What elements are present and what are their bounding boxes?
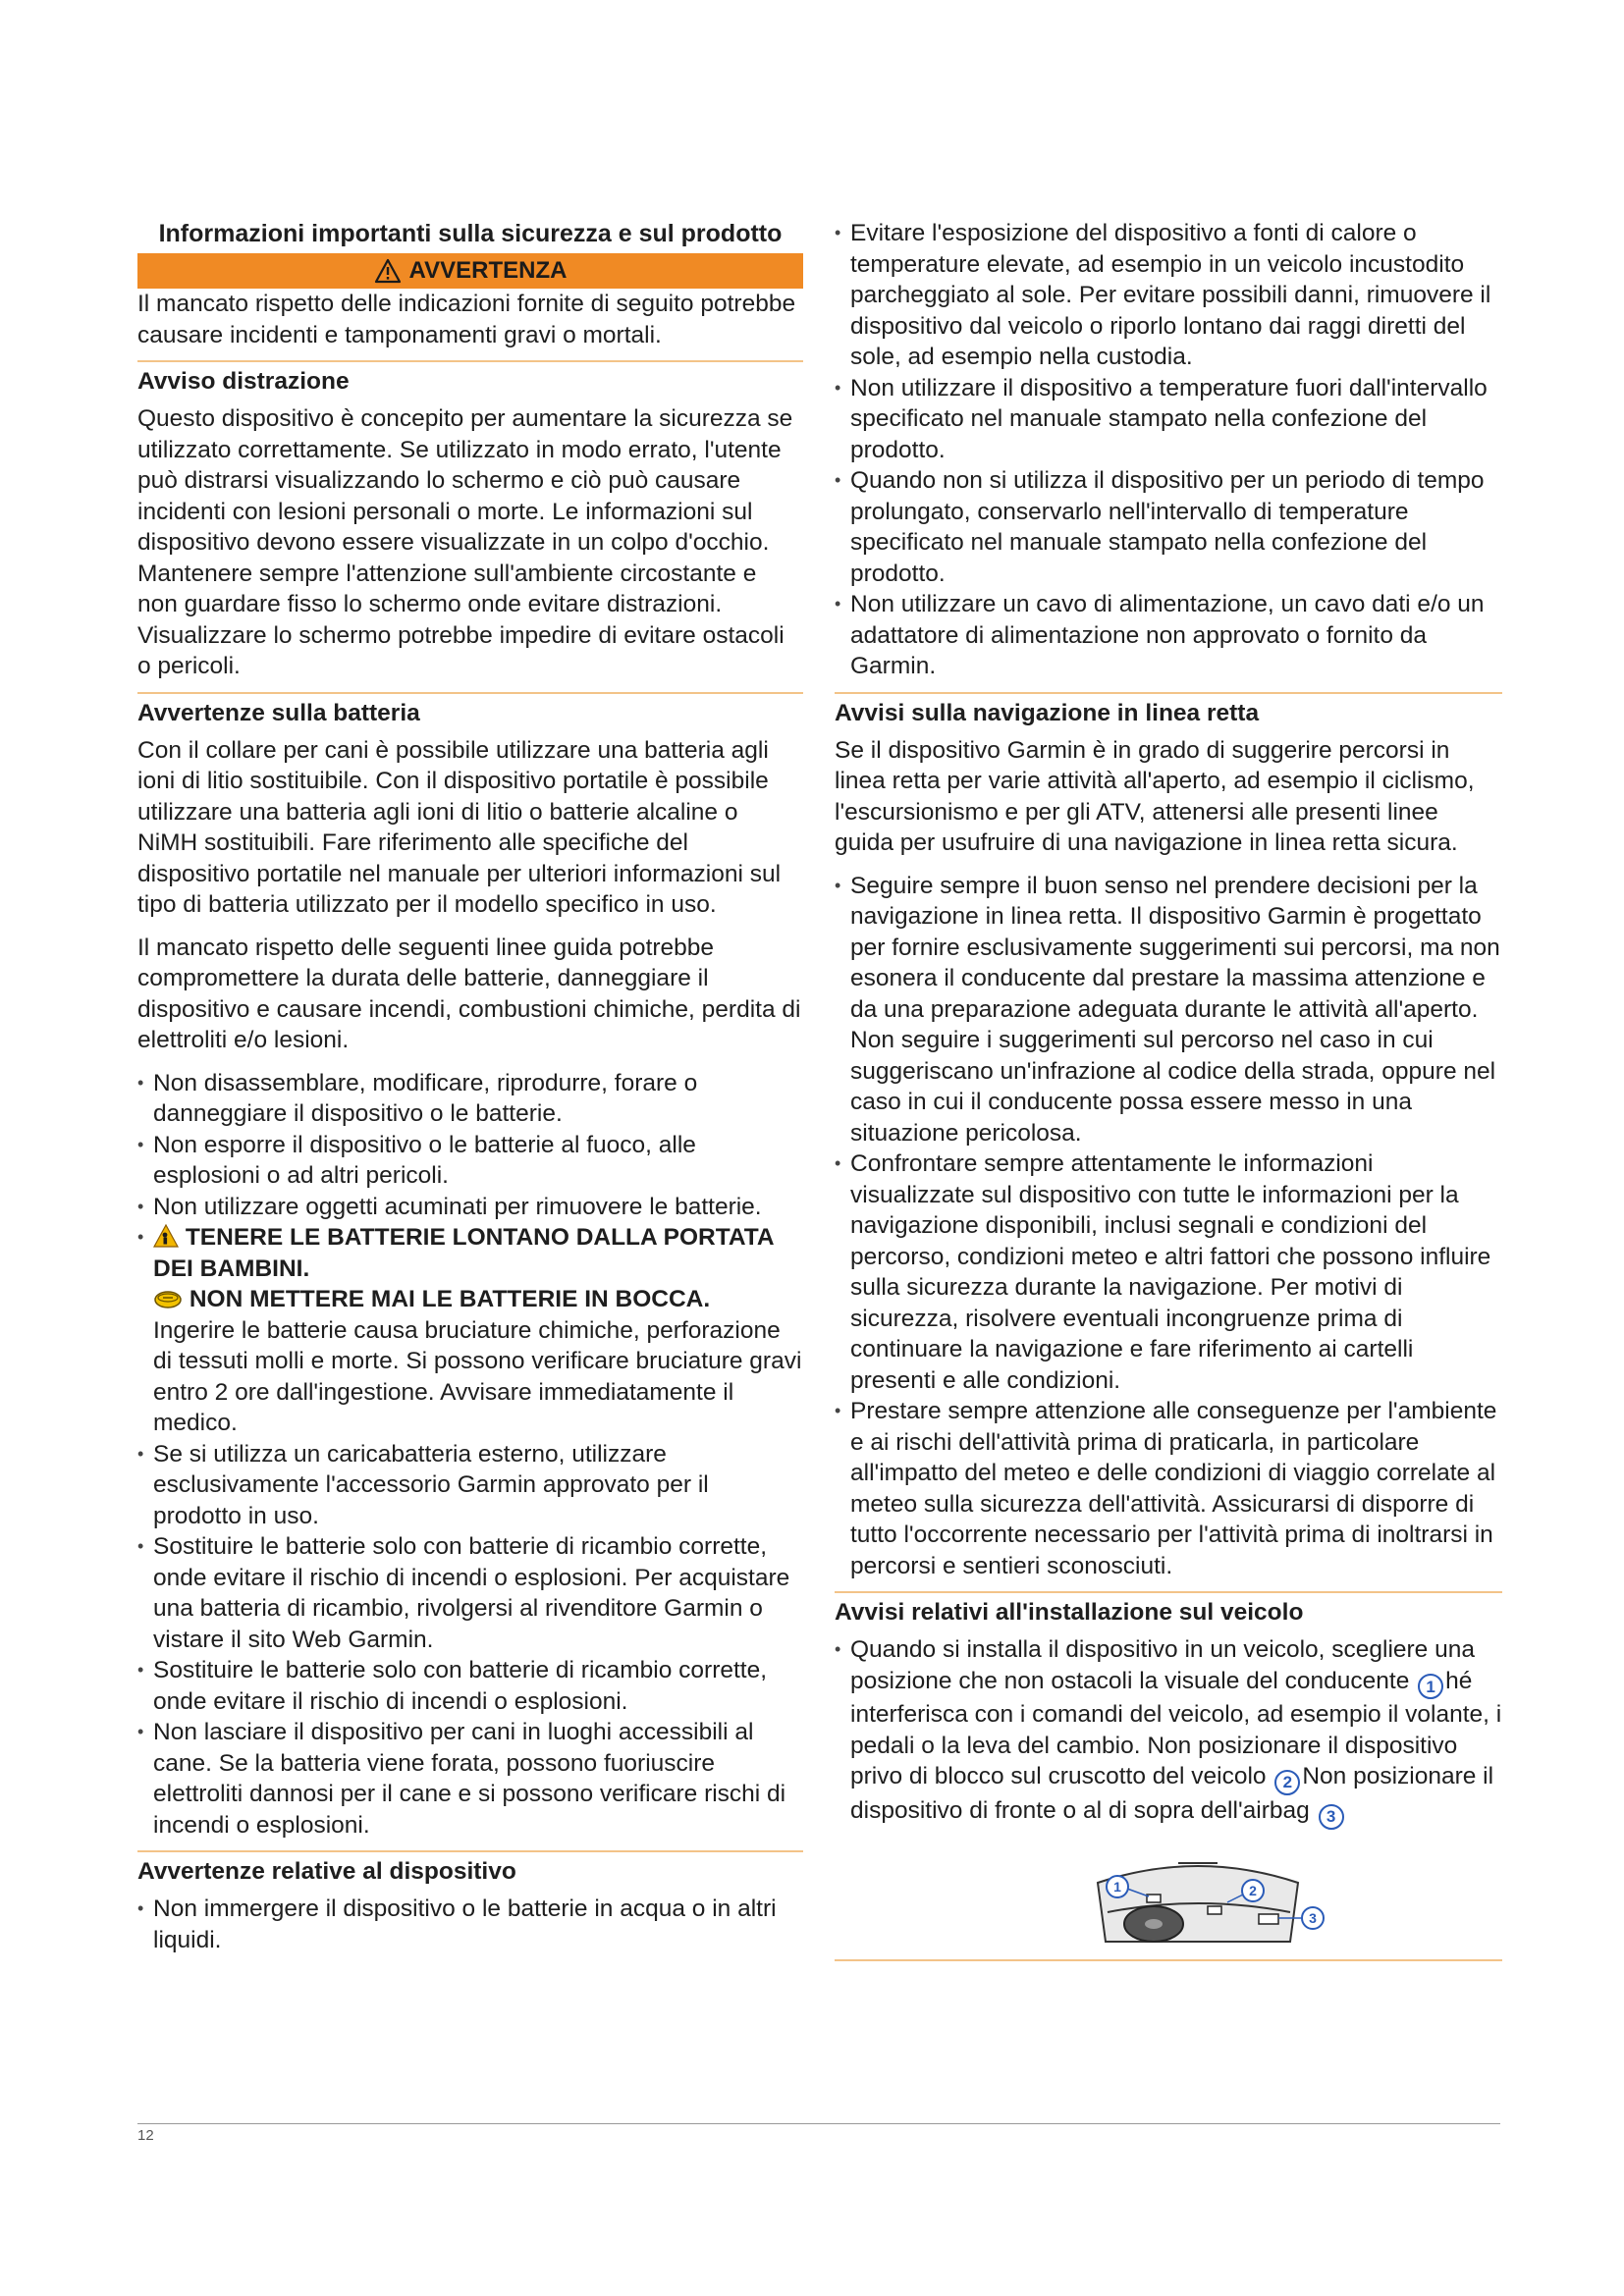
list-item xyxy=(835,1634,1502,1830)
ingestion-text: Ingerire le batterie causa bruciature chimiche, perforazione di tessuti molli e morte. Si possono verificare bruciature gravi entro 2 ore dall'ingestione. Avvisare immediatamente il medico. xyxy=(153,1316,802,1436)
section-divider xyxy=(835,1959,1502,1961)
distraction-text: Questo dispositivo è concepito per aumentare la sicurezza se utilizzato correttamente. Se utilizzato in modo errato, l'utente può distrarsi visualizzando lo schermo e ciò può causare incidenti con lesioni personali o morte. Le informazioni sul dispositivo devono essere visualizzate in un colpo d'occhio. Mantenere sempre l'attenzione sull'ambiente circostante e non guardare fisso lo schermo onde evitare distrazioni. Visualizzare lo schermo potrebbe impedire di evitare ostacoli o pericoli. xyxy=(137,405,793,679)
install-text-3: Non posizionare il dispositivo di fronte o al di sopra dell'airbag xyxy=(850,1763,1494,1824)
battery-coin-icon xyxy=(153,1289,183,1310)
list-item: • Quando non si utilizza il dispositivo per un periodo di tempo prolungato, conservarlo nell'intervallo di temperature specificato nel manuale stampato nella confezione del prodotto. xyxy=(835,465,1502,589)
list-item: • Sostituire le batterie solo con batterie di ricambio corrette, onde evitare il rischio di incendi o esplosioni. xyxy=(137,1655,803,1717)
dashboard-diagram xyxy=(1051,1843,1345,1951)
list-item: • Non lasciare il dispositivo per cani in luoghi accessibili al cane. Se la batteria viene forata, possono fuoriuscire elettroliti dannosi per il cane e si possono verificare rischi di incendi o esplosioni. xyxy=(137,1717,803,1841)
list-item: • Se si utilizza un caricabatteria esterno, utilizzare esclusivamente l'accessorio Garmin approvato per il prodotto in uso. xyxy=(137,1439,803,1532)
figure-label: 1 xyxy=(1113,1878,1121,1895)
callout-marker: 2 xyxy=(1274,1770,1300,1795)
list-item: • Non immergere il dispositivo o le batterie in acqua o in altri liquidi. xyxy=(137,1894,803,1955)
battery-text-2: Il mancato rispetto delle seguenti linee guida potrebbe compromettere la durata delle batterie, danneggiare il dispositivo e causare incendi, combustioni chimiche, perdita di elettroliti e/o lesioni. xyxy=(137,934,801,1053)
warning-label: AVVERTENZA xyxy=(408,257,568,284)
device-heading: Avvertenze relative al dispositivo xyxy=(137,1858,516,1885)
section-divider xyxy=(137,360,803,362)
battery-heading: Avvertenze sulla batteria xyxy=(137,699,420,726)
list-item: • Non disassemblare, modificare, riprodurre, forare o danneggiare il dispositivo o le batterie. xyxy=(137,1068,803,1130)
mouth-warning-text: NON METTERE MAI LE BATTERIE IN BOCCA. xyxy=(189,1286,711,1312)
list-item: • Non utilizzare il dispositivo a temperature fuori dall'intervallo specificato nel manuale stampato nella confezione del prodotto. xyxy=(835,373,1502,466)
page-title: Informazioni importanti sulla sicurezza e sul prodotto xyxy=(158,220,783,247)
nav-text: Se il dispositivo Garmin è in grado di suggerire percorsi in linea retta per varie attività all'aperto, ad esempio il ciclismo, l'escursionismo e per gli ATV, attenersi alle presenti linee guida per usufruire di una navigazione in linea retta sicura. xyxy=(835,736,1475,856)
list-item: • Non esporre il dispositivo o le batterie al fuoco, alle esplosioni o ad altri pericoli. xyxy=(137,1130,803,1192)
install-text-2: hé interferisca con i comandi del veicolo, ad esempio il volante, i pedali o la leva del cambio. Non posizionare il dispositivo privo di blocco sul cruscotto del veicolo xyxy=(850,1667,1502,1790)
battery-list xyxy=(137,1068,803,1842)
section-divider xyxy=(835,692,1502,694)
device-list-continued xyxy=(835,218,1502,682)
list-item: • Sostituire le batterie solo con batterie di ricambio corrette, onde evitare il rischio di incendi o esplosioni. Per acquistare una batteria di ricambio, rivolgersi al rivenditore Garmin o vistare il sito Web Garmin. xyxy=(137,1531,803,1655)
right-column xyxy=(835,218,1502,1961)
callout-marker: 1 xyxy=(1418,1674,1443,1699)
distraction-heading: Avviso distrazione xyxy=(137,368,350,395)
figure-label: 2 xyxy=(1249,1882,1257,1898)
install-heading: Avvisi relativi all'installazione sul veicolo xyxy=(835,1599,1304,1626)
nav-heading: Avvisi sulla navigazione in linea retta xyxy=(835,699,1260,726)
list-item: • Seguire sempre il buon senso nel prendere decisioni per la navigazione in linea retta. Il dispositivo Garmin è progettato per fornire esclusivamente suggerimenti sui percorsi, ma non esonera il conducente dal prestare la massima attenzione e da una preparazione adeguata durante le attività all'aperto. Non seguire i suggerimenti sul percorso nel caso in cui suggeriscano un'infrazione al codice della strada, oppure nel caso in cui il conducente possa essere messo in una situazione pericolosa. xyxy=(835,871,1502,1149)
child-warning-text: TENERE LE BATTERIE LONTANO DALLA PORTATA DEI BAMBINI. xyxy=(153,1224,774,1282)
left-column xyxy=(137,218,803,1955)
list-item: • Evitare l'esposizione del dispositivo a fonti di calore o temperature elevate, ad esempio in un veicolo incustodito parcheggiato al sole. Per evitare possibili danni, rimuovere il dispositivo dal veicolo o riporlo lontano dai raggi diretti del sole, ad esempio nella custodia. xyxy=(835,218,1502,373)
list-item: • Confrontare sempre attentamente le informazioni visualizzate sul dispositivo con tutte le informazioni per la navigazione disponibili, inclusi segnali e condizioni del percorso, condizioni meteo e altri fattori che possono influire sulla sicurezza durante la navigazione. Per motivi di sicurezza, risolvere eventuali incongruenze prima di continuare la navigazione e fare riferimento ai cartelli presenti e alle condizioni. xyxy=(835,1148,1502,1396)
footer-divider xyxy=(137,2123,1500,2124)
nav-list xyxy=(835,871,1502,1582)
child-warning-icon xyxy=(153,1223,179,1249)
list-item xyxy=(137,1222,803,1439)
page-number: 12 xyxy=(137,2127,154,2144)
battery-text-1: Con il collare per cani è possibile utilizzare una batteria agli ioni di litio sostituibile. Con il dispositivo portatile è possibile utilizzare una batteria agli ioni di litio o batterie alcaline o NiMH sostituibili. Fare riferimento alle specifiche del dispositivo portatile nel manuale per ulteriori informazioni sul tipo di batteria utilizzato per il modello specifico in uso. xyxy=(137,736,782,918)
dashboard-illustration xyxy=(1051,1843,1345,1951)
figure-label: 3 xyxy=(1309,1909,1317,1926)
install-list xyxy=(835,1634,1502,1830)
section-divider xyxy=(137,692,803,694)
warning-triangle-icon xyxy=(374,258,402,284)
section-divider xyxy=(835,1591,1502,1593)
warning-text: Il mancato rispetto delle indicazioni fornite di seguito potrebbe causare incidenti e tamponamenti gravi o mortali. xyxy=(137,291,796,348)
section-divider xyxy=(137,1850,803,1852)
callout-marker: 3 xyxy=(1319,1804,1344,1830)
list-item: • Non utilizzare oggetti acuminati per rimuovere le batterie. xyxy=(137,1192,803,1223)
warning-banner xyxy=(137,253,803,289)
list-item: • Prestare sempre attenzione alle conseguenze per l'ambiente e ai rischi dell'attività prima di praticarla, in particolare all'impatto del meteo e delle condizioni di viaggio correlate al meteo sulla sicurezza dell'attività. Assicurarsi di disporre di tutto l'occorrente necessario per l'attività prima di inoltrarsi in percorsi e sentieri sconosciuti. xyxy=(835,1396,1502,1581)
device-list xyxy=(137,1894,803,1955)
list-item: • Non utilizzare un cavo di alimentazione, un cavo dati e/o un adattatore di alimentazione non approvato o fornito da Garmin. xyxy=(835,589,1502,682)
install-text-1: Quando si installa il dispositivo in un veicolo, scegliere una posizione che non ostacoli la visuale del conducente xyxy=(850,1636,1475,1694)
